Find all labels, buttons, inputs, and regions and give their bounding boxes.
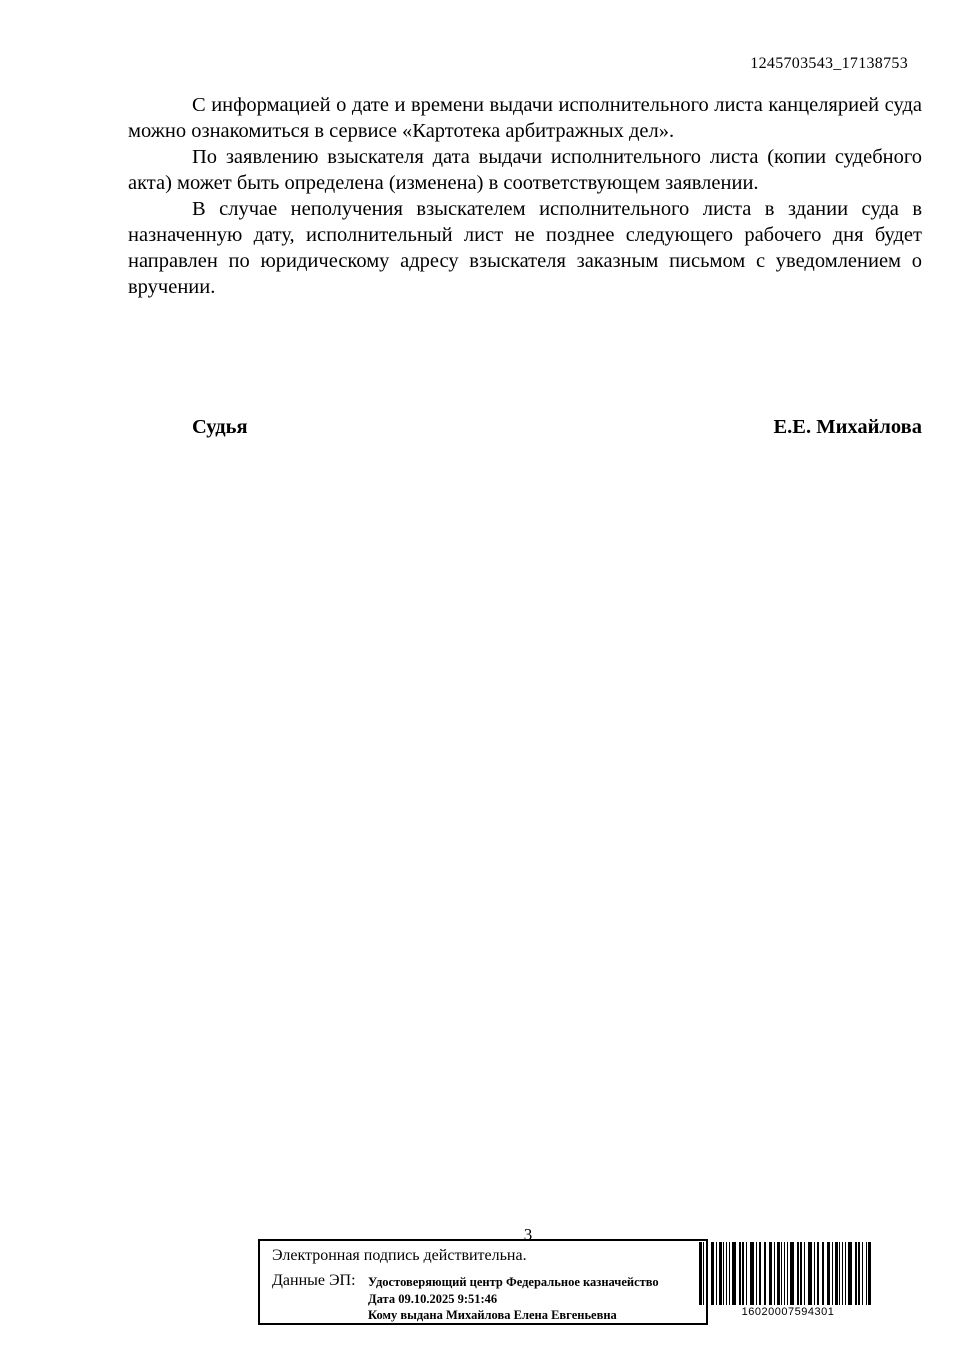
signature-row: [128, 416, 922, 439]
stamp-validity-text: Электронная подпись действительна.: [272, 1247, 527, 1264]
paragraph-issue-date-change: По заявлению взыскателя дата выдачи исполнительного листа (копии судебного акта) может быть определена (изменена) в соответствующем заявлении.: [128, 146, 922, 194]
stamp-issued-to: Кому выдана Михайлова Елена Евгеньевна: [368, 1308, 617, 1322]
barcode-number: 16020007594301: [741, 1306, 835, 1318]
document-body: [128, 92, 922, 300]
barcode-block: [699, 1242, 877, 1318]
stamp-data-values: [368, 1272, 659, 1324]
page-number: 3: [523, 1225, 533, 1244]
stamp-certification-authority: Удостоверяющий центр Федеральное казначейство: [368, 1275, 659, 1289]
document-id-number: 1245703543_17138753: [750, 55, 908, 72]
paragraph-kad-info: С информацией о дате и времени выдачи исполнительного листа канцелярией суда можно ознакомиться в сервисе «Картотека арбитражных дел».: [128, 94, 922, 142]
stamp-data-row: [272, 1272, 706, 1324]
signature-judge-name: Е.Е. Михайлова: [773, 416, 922, 438]
electronic-signature-stamp: [258, 1239, 708, 1325]
signature-role-label: Судья: [192, 416, 248, 438]
stamp-data-label: Данные ЭП:: [272, 1272, 356, 1289]
stamp-signature-date: Дата 09.10.2025 9:51:46: [368, 1291, 498, 1306]
barcode-icon: [699, 1242, 877, 1305]
paragraph-mail-delivery: В случае неполучения взыскателем исполнительного листа в здании суда в назначенную дату, исполнительный лист не позднее следующего рабочего дня будет направлен по юридическому адресу взыскателя заказным письмом с уведомлением о вручении.: [128, 198, 922, 298]
